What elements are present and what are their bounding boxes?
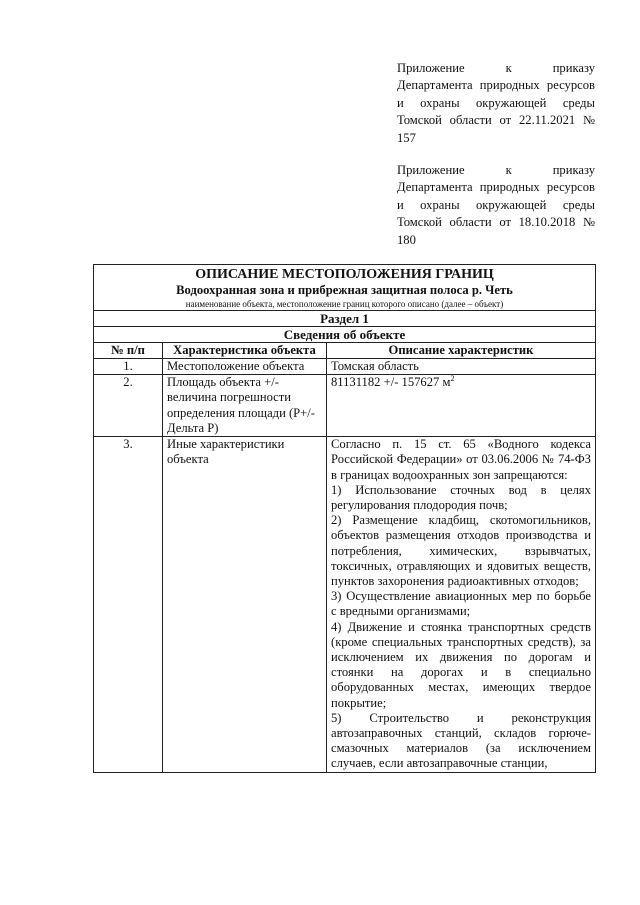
column-header-characteristic: Характеристика объекта: [163, 343, 327, 359]
prohibition-item-5: 5) Строительство и реконструкция автозаправочных станций, складов горюче-смазочных материалов (за исключением случаев, если автозаправочные станции,: [331, 710, 591, 771]
table-row: [94, 359, 596, 375]
row-number: 3.: [94, 437, 163, 772]
column-header-description: Описание характеристик: [327, 343, 596, 359]
appendix-text: Приложение к приказу Департамента природных ресурсов и охраны окружающей среды Томской области от 22.11.2021 № 157: [397, 61, 595, 145]
area-unit-exponent: 2: [450, 374, 455, 384]
row-description: Томская область: [327, 359, 596, 375]
prohibition-item-4: 4) Движение и стоянка транспортных средств (кроме специальных транспортных средств), за исключением их движения по дорогам и стоянки на дорогах и в специально оборудованных местах, имеющих твердое покрытие;: [331, 619, 591, 710]
prohibition-item-1: 1) Использование сточных вод в целях регулирования плодородия почв;: [331, 482, 591, 513]
object-name: Водоохранная зона и прибрежная защитная полоса р. Четь: [94, 283, 596, 298]
appendix-note-1: [397, 60, 595, 147]
prohibition-item-2: 2) Размещение кладбищ, скотомогильников, объектов размещения отходов производства и потребления, химических, взрывчатых, токсичных, отравляющих и ядовитых веществ, пунктов захоронения радиоактивных отходов;: [331, 513, 591, 589]
section-title: Сведения об объекте: [94, 327, 596, 343]
table-row: [94, 375, 596, 437]
row-characteristic: Иные характеристики объекта: [163, 437, 327, 772]
column-header-row: [94, 343, 596, 359]
row-description: [327, 375, 596, 437]
object-name-note: наименование объекта, местоположение границ которого описано (далее – объект): [94, 298, 596, 311]
boundary-description-table: [93, 264, 596, 773]
prohibition-intro: Согласно п. 15 ст. 65 «Водного кодекса Российской Федерации» от 03.06.2006 № 74-ФЗ в границах водоохранных зон запрещаются:: [331, 437, 591, 482]
table-row: [94, 437, 596, 772]
column-header-num: № п/п: [94, 343, 163, 359]
appendix-text: Приложение к приказу Департамента природных ресурсов и охраны окружающей среды Томской области от 18.10.2018 № 180: [397, 163, 595, 247]
prohibition-item-3: 3) Осуществление авиационных мер по борьбе с вредными организмами;: [331, 589, 591, 619]
section-number: Раздел 1: [94, 311, 596, 327]
note-row: [94, 298, 596, 311]
object-name-row: [94, 283, 596, 298]
section-row: [94, 311, 596, 327]
table-title-row: [94, 265, 596, 284]
row-number: 2.: [94, 375, 163, 437]
row-characteristic: Местоположение объекта: [163, 359, 327, 375]
section-title-row: [94, 327, 596, 343]
document-title: ОПИСАНИЕ МЕСТОПОЛОЖЕНИЯ ГРАНИЦ: [94, 265, 596, 284]
row-description: [327, 437, 596, 772]
row-number: 1.: [94, 359, 163, 375]
appendix-note-2: [397, 162, 595, 249]
area-value: 81131182 +/- 157627 м: [331, 375, 451, 390]
row-characteristic: Площадь объекта +/- величина погрешности определения площади (P+/- Дельта P): [163, 375, 327, 437]
